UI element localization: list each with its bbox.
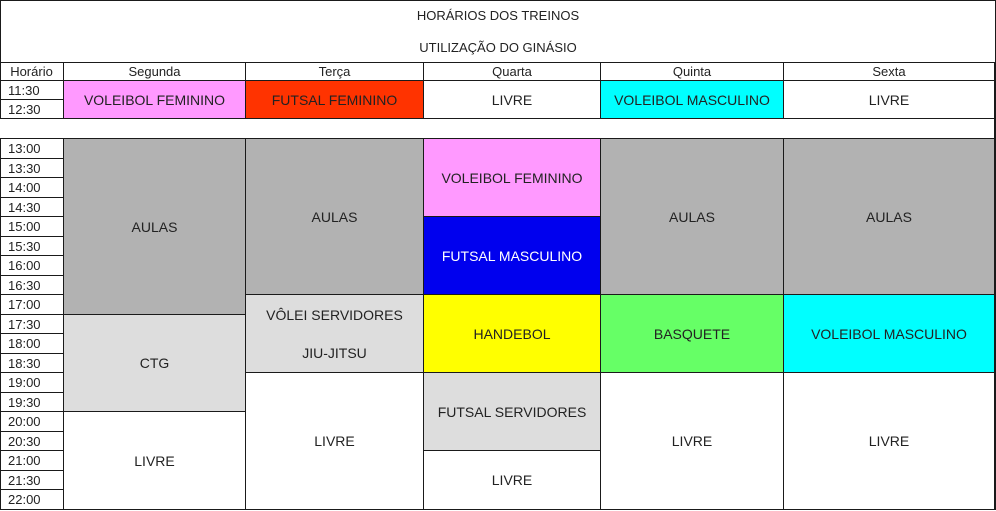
- lunch-gap-row: [0, 119, 995, 139]
- header-terca: Terça: [246, 62, 424, 81]
- schedule-subtitle: UTILIZAÇÃO DO GINÁSIO: [419, 40, 577, 55]
- time-cell: 13:00: [0, 139, 64, 159]
- terca-aulas: AULAS: [246, 139, 424, 295]
- segunda-ctg: CTG: [64, 315, 246, 412]
- volei-servidores-label: VÔLEI SERVIDORES: [266, 306, 403, 323]
- time-cell: 19:30: [0, 393, 64, 412]
- jiu-jitsu-label: JIU-JITSU: [302, 344, 367, 361]
- sexta-livre-morning: LIVRE: [784, 81, 995, 119]
- time-cell: 17:00: [0, 295, 64, 315]
- time-cell: 12:30: [0, 100, 64, 119]
- sexta-livre: LIVRE: [784, 373, 995, 510]
- time-cell: 18:30: [0, 354, 64, 373]
- header-quinta: Quinta: [601, 62, 784, 81]
- time-cell: 21:00: [0, 451, 64, 471]
- time-cell: 15:30: [0, 237, 64, 256]
- time-cell: 16:00: [0, 256, 64, 276]
- time-cell: 11:30: [0, 81, 64, 100]
- quinta-aulas: AULAS: [601, 139, 784, 295]
- time-cell: 20:30: [0, 432, 64, 451]
- quinta-basquete: BASQUETE: [601, 295, 784, 373]
- time-cell: 15:00: [0, 217, 64, 237]
- time-cell: 18:00: [0, 334, 64, 354]
- segunda-livre: LIVRE: [64, 412, 246, 510]
- time-cell: 20:00: [0, 412, 64, 432]
- quarta-livre: LIVRE: [424, 451, 601, 510]
- time-cell: 21:30: [0, 471, 64, 490]
- time-cell: 13:30: [0, 159, 64, 178]
- sexta-aulas: AULAS: [784, 139, 995, 295]
- header-segunda: Segunda: [64, 62, 246, 81]
- header-quarta: Quarta: [424, 62, 601, 81]
- quarta-futsal-servidores: FUTSAL SERVIDORES: [424, 373, 601, 451]
- quarta-voleibol-feminino: VOLEIBOL FEMININO: [424, 139, 601, 217]
- time-cell: 22:00: [0, 490, 64, 510]
- terca-futsal-feminino: FUTSAL FEMININO: [246, 81, 424, 119]
- quarta-handebol: HANDEBOL: [424, 295, 601, 373]
- header-sexta: Sexta: [784, 62, 995, 81]
- schedule-title: HORÁRIOS DOS TREINOS: [416, 8, 580, 23]
- quarta-livre-morning: LIVRE: [424, 81, 601, 119]
- time-cell: 14:30: [0, 198, 64, 217]
- terca-volei-jiu-jitsu: [246, 295, 424, 373]
- terca-livre: LIVRE: [246, 373, 424, 510]
- time-cell: 14:00: [0, 178, 64, 198]
- header-horario: Horário: [0, 62, 64, 81]
- time-cell: 17:30: [0, 315, 64, 334]
- segunda-aulas: AULAS: [64, 139, 246, 315]
- time-cell: 19:00: [0, 373, 64, 393]
- quinta-voleibol-masculino: VOLEIBOL MASCULINO: [601, 81, 784, 119]
- quinta-livre: LIVRE: [601, 373, 784, 510]
- sexta-voleibol-masculino: VOLEIBOL MASCULINO: [784, 295, 995, 373]
- time-cell: 16:30: [0, 276, 64, 295]
- quarta-futsal-masculino: FUTSAL MASCULINO: [424, 217, 601, 295]
- segunda-voleibol-feminino: VOLEIBOL FEMININO: [64, 81, 246, 119]
